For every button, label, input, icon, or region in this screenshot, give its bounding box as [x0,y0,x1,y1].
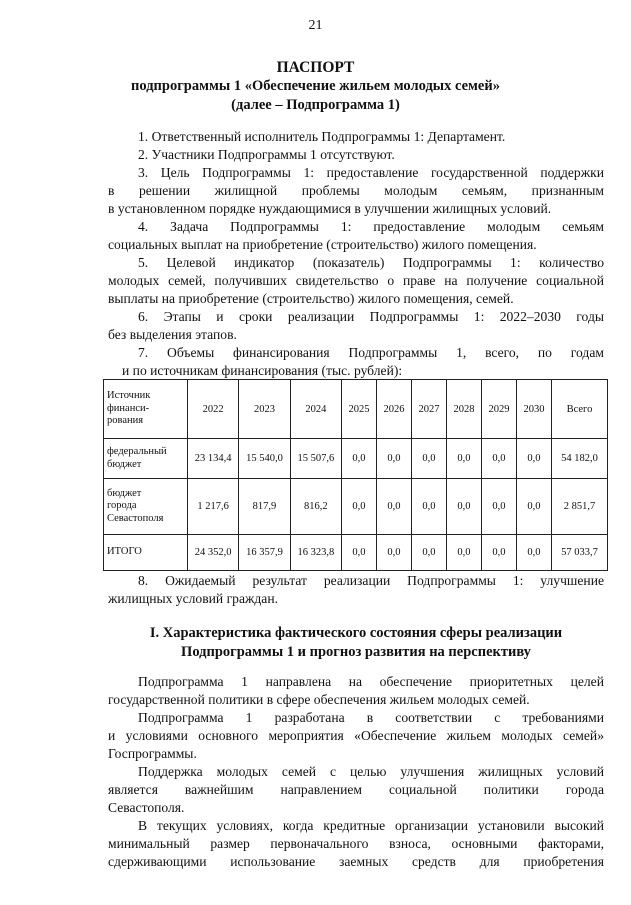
table-cell: 0,0 [516,479,551,535]
item-6-cont [108,326,604,344]
item-1: 1. Ответственный исполнитель Подпрограммы 1: Департамент. [138,129,506,144]
table-cell: 16 323,8 [290,535,341,571]
section-heading-line-1: I. Характеристика фактического состояния сферы реализации [149,625,563,641]
table-cell: 0,0 [481,535,516,571]
table-header-row [104,380,608,439]
body-line: государственной политики в сфере обеспечения жильем молодых семей. [108,692,530,707]
body-paragraph-1 [108,673,604,691]
header-year-cell: 2030 [516,380,551,439]
table-cell: 16 357,9 [239,535,290,571]
item-7 [108,344,604,362]
table-cell: 23 134,4 [188,439,239,479]
table-cell: 15 507,6 [290,439,341,479]
body-line: и условиями основного мероприятия «Обеспечение жильем молодых семей» [108,728,604,743]
table-cell: 0,0 [411,535,446,571]
table-cell: 0,0 [376,439,411,479]
table-cell: 24 352,0 [188,535,239,571]
table-cell: 0,0 [446,535,481,571]
row-label-line: города [107,500,137,512]
row-label-line: федеральный [107,446,167,457]
body-line: Поддержка молодых семей с целью улучшения жилищных условий [138,764,604,779]
item-8-cont [108,590,604,608]
item-6-line-2: без выделения этапов. [108,327,237,342]
title-line-2: подпрограммы 1 «Обеспечение жильем молодых семей» [131,78,500,94]
body-line: В текущих условиях, когда кредитные организации установили высокий [138,818,604,833]
table-cell: 0,0 [446,439,481,479]
item-5-line-2: молодых семей, получивших свидетельство о праве на получение социальной [108,273,604,288]
row-label-cell [104,479,188,535]
header-year-cell: 2027 [411,380,446,439]
row-label-line: бюджет [107,458,142,470]
header-year-cell: 2028 [446,380,481,439]
table-cell: 0,0 [376,479,411,535]
item-6 [108,308,604,326]
item-3-line-2: в решении жилищной проблемы молодым семьям, признанным [108,183,604,198]
table-cell: 0,0 [516,535,551,571]
title-line-3: (далее – Подпрограмма 1) [231,97,400,113]
item-3-line-3: в установленном порядке нуждающимися в улучшении жилищных условий. [108,201,552,217]
header-year-cell: 2023 [239,380,290,439]
header-total-cell: Всего [551,380,607,439]
header-year-cell: 2022 [188,380,239,439]
body-line: Подпрограмма 1 разработана в соответствии с требованиями [138,710,604,725]
item-8-line-2: жилищных условий граждан. [108,591,278,606]
item-8-line-1: 8. Ожидаемый результат реализации Подпрограммы 1: улучшение [138,573,604,588]
header-year-cell: 2026 [376,380,411,439]
row-label-cell [104,535,188,571]
item-3 [108,164,604,182]
row-label-line: ИТОГО [107,546,142,558]
table-row [104,535,608,571]
table-cell: 0,0 [341,479,376,535]
body-paragraph-4 [108,817,604,835]
item-7-line-1: 7. Объемы финансирования Подпрограммы 1, всего, по годам [138,345,604,360]
item-4-cont [108,236,604,254]
item-6-line-1: 6. Этапы и сроки реализации Подпрограммы 1: 2022–2030 годы [138,309,604,324]
table-cell: 57 033,7 [551,535,607,571]
header-source-line: финанси- [107,402,150,414]
item-3-line-1: 3. Цель Подпрограммы 1: предоставление государственной поддержки [138,165,604,180]
page-number: 21 [308,18,323,33]
item-4-line-2: социальных выплат на приобретение (строительство) жилого помещения. [108,237,537,252]
table-cell: 816,2 [290,479,341,535]
row-label-line: Севастополя [107,512,164,524]
table-row [104,439,608,479]
financing-table [103,379,608,571]
body-line: Подпрограмма 1 направлена на обеспечение приоритетных целей [138,674,604,689]
item-8 [108,572,604,590]
body-paragraph-2 [108,709,604,727]
body-line: Госпрограммы. [108,746,197,762]
table-cell: 54 182,0 [551,439,607,479]
row-label-cell [104,439,188,479]
body-paragraph-4-cont [108,835,604,871]
table-cell: 0,0 [341,439,376,479]
row-label-line: бюджет [107,487,142,499]
table-cell: 817,9 [239,479,290,535]
body-line: Севастополя. [108,800,185,816]
header-year-cell: 2025 [341,380,376,439]
table-cell: 0,0 [516,439,551,479]
table-cell: 2 851,7 [551,479,607,535]
header-source-line: рования [107,415,144,427]
table-cell: 0,0 [411,439,446,479]
table-cell: 0,0 [341,535,376,571]
item-5-cont [108,272,604,308]
table-cell: 0,0 [481,479,516,535]
body-paragraph-1-cont [108,691,604,709]
table-cell: 1 217,6 [188,479,239,535]
body-paragraph-3 [108,763,604,781]
item-2: 2. Участники Подпрограммы 1 отсутствуют. [138,147,395,162]
body-line: минимальный размер первоначального взноса, основными факторами, [108,836,604,851]
table-cell: 0,0 [446,479,481,535]
body-paragraph-3-cont [108,781,604,817]
section-heading-line-2: Подпрограммы 1 и прогноз развития на перспективу [181,644,531,660]
title-line-1: ПАСПОРТ [276,59,355,76]
body-line: является важнейшим направлением социальной политики города [108,782,604,797]
table-cell: 0,0 [481,439,516,479]
table-cell: 15 540,0 [239,439,290,479]
item-5-line-3: выплаты на приобретение (строительство) жилого помещения, семей. [108,291,514,307]
item-3-cont [108,182,604,218]
header-year-cell: 2029 [481,380,516,439]
item-4 [108,218,604,236]
table-row [104,479,608,535]
table-cell: 0,0 [411,479,446,535]
passport-title [0,58,631,115]
item-7-line-2: и по источникам финансирования (тыс. рублей): [122,363,403,378]
item-5 [108,254,604,272]
section-heading [108,624,604,662]
body-line: сдерживающими использование заемных средств для приобретения [108,854,604,870]
header-year-cell: 2024 [290,380,341,439]
item-7-cont [108,362,604,380]
header-source-line: Источник [107,390,151,402]
header-source-cell [104,380,188,439]
body-paragraph-2-cont [108,727,604,763]
item-5-line-1: 5. Целевой индикатор (показатель) Подпрограммы 1: количество [138,255,604,270]
item-4-line-1: 4. Задача Подпрограммы 1: предоставление молодым семьям [138,219,604,234]
table-cell: 0,0 [376,535,411,571]
